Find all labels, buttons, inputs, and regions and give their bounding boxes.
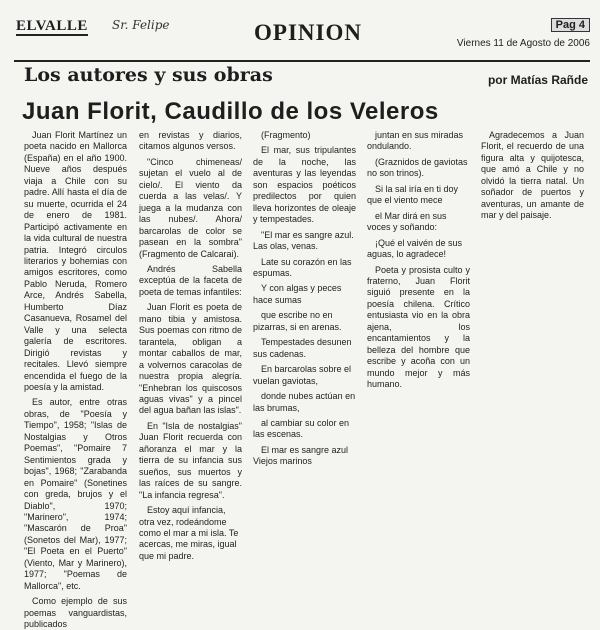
paragraph: Juan Florit es poeta de mano tibia y amistosa. Sus poemas con ritmo de tarantela, obligan a montar caballos de mar, a volvernos caracolas de nuestra propia alegría. "Enhebran los quiscosos aguas vivas" y a pincel del agua bañan las islas". [139, 302, 242, 416]
page-number: Pag 4 [551, 18, 590, 32]
verse: ¡Qué el vaivén de sus aguas, lo agradece! [367, 237, 463, 260]
paragraph: Como ejemplo de sus poemas vanguardistas, publicados [24, 596, 127, 630]
paragraph: (Fragmento) [261, 130, 311, 140]
paragraph: Es autor, entre otras obras, de "Poesía y Tiempo", 1958; "Islas de Nostalgias y Otros Poemas", "Pomaire 7 Sentimientos grada y bojas", 1968; "Zarabanda en Pomaire" (Sonetines con greda, brujos y el Diablo", 1970; "Marinero", 1974; "Mascarón de Proa" (Sonetos del Mar), 1977; "El Poeta en el Puerto" (Viento, Mar y Marinero), 1977; "Poemas de Mallorca", etc. [24, 397, 127, 591]
article-column-5 [481, 130, 584, 548]
article-column-1 [24, 130, 127, 630]
issue-date: Viernes 11 de Agosto de 2006 [456, 38, 590, 49]
article-column-3 [253, 130, 356, 548]
masthead-rule [14, 60, 590, 62]
verse: donde nubes actúan en las brumas, [253, 391, 356, 413]
verse: "El mar es sangre azul. Las olas, venas. [253, 229, 354, 252]
verse: Si la sal iría en ti doy que el viento mece [367, 183, 459, 206]
paragraph: El mar, sus tripulantes de la noche, las aventuras y las leyendas son espacios poéticos predilectos por quien lleva horizontes de oleaje y tempestades. [253, 145, 356, 225]
verse: Late su corazón en las espumas. [253, 256, 352, 278]
verse: juntan en sus miradas ondulando. [367, 130, 464, 152]
byline: por Matías Rañde [487, 73, 588, 87]
verse: Tempestades desunen sus cadenas. [253, 337, 352, 359]
verse: (Graznidos de gaviotas no son trinos). [367, 156, 468, 179]
verse: Estoy aquí infancia, otra vez, rodeándome como el mar a mi isla. Te acercas, me miras, igual que mi padre. [139, 505, 239, 561]
handwritten-note: Sr. Felipe [112, 18, 170, 32]
verse: El mar es sangre azul Viejos marinos [253, 444, 349, 467]
article-column-2 [139, 130, 242, 561]
section-title: OPINION [254, 20, 362, 45]
verse: Y con algas y peces hace sumas [253, 283, 342, 305]
paragraph: Juan Florit Martínez un poeta nacido en Mallorca (España) en el año 1900. Nueve años después viaja a Chile con su padre. Allí hasta el día de su muerte, ocurrida el 24 de enero de 1981. Participó activamente en la vida cultural de nuestra patria. Integró circulos literarios y bohemias con amigos escritores, como Pablo Neruda, Romero Arce, Andrés Sabella, Humberto Díaz Casanueva, Rosamel del Valle y una selecta galería de escritores. Dirigió revistas y recitales. Llevó siempre encendida el fuego de la poesía y la amistad. [24, 130, 127, 392]
verse: al cambiar su color en las escenas. [253, 417, 350, 440]
paragraph: En "Isla de nostalgias" Juan Florit recuerda con añoranza el mar y la tierra de su infancia sus sueños, sus muertos y las raíces de su sangre. "La infancia regresa". [139, 420, 242, 500]
article-headline: Juan Florit, Caudillo de los Veleros [22, 98, 439, 125]
newspaper-logo: ELVALLE [16, 18, 88, 34]
verse: el Mar dirá en sus voces y soñando: [367, 210, 447, 233]
verse: que escribe no en pizarras, si en arenas. [253, 310, 342, 332]
paragraph: Agradecemos a Juan Florit, el recuerdo de una figura alta y quijotesca, que amó a Chile y no olvidó la tierra natal. Un soñador de puertos y aventuras, un amante de mar y del paisaje. [481, 130, 584, 221]
paragraph: en revistas y diarios, citamos algunos versos. [139, 130, 242, 152]
column-series-title: Los autores y sus obras [24, 64, 273, 86]
masthead [14, 14, 590, 60]
paragraph: Andrés Sabella exceptúa de la faceta de poeta de temas infantiles: [139, 263, 242, 297]
verse: En barcarolas sobre el vuelan gaviotas, [253, 364, 352, 386]
paragraph: "Cinco chimeneas/ sujetan el vuelo al de cielo/. El viento da cuerda a las velas/. Y juega a la mudanza con las nubes/. Ahora/ barcarolas de color se pasean en la sombra" (Fragmento de Calcarai). [139, 156, 242, 259]
article-column-4 [367, 130, 470, 548]
paragraph: Poeta y prosista culto y fraterno, Juan Florit siguió presente en la poesía chilena. Crítico entusiasta vio en la obra ajena, los encantamientos y la belleza del hombre que escribe y acoña con un mundo mejor y más humano. [367, 264, 470, 390]
